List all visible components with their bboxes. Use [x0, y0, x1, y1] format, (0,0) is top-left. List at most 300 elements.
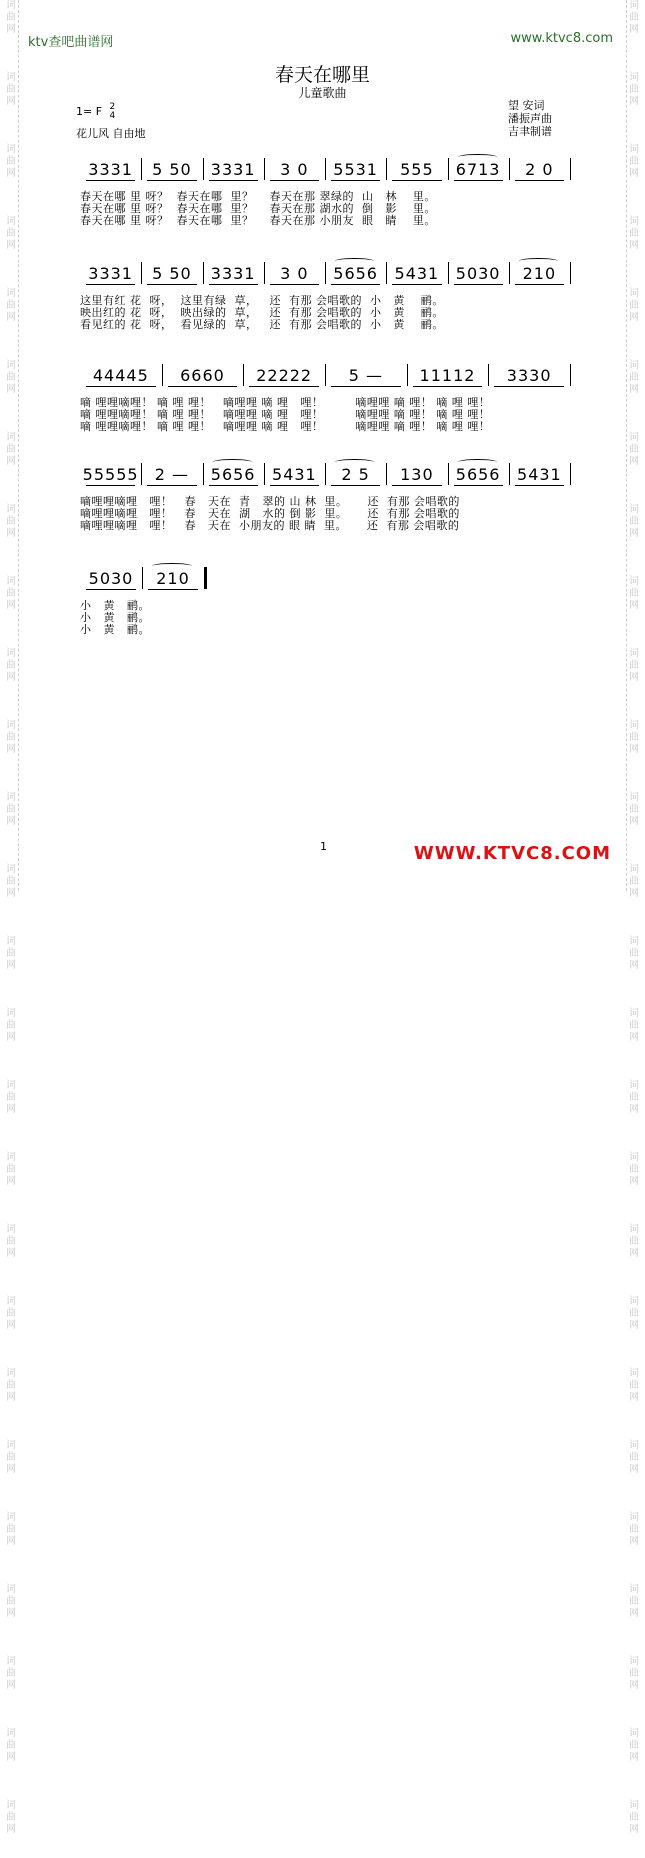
barline — [570, 262, 571, 284]
barline — [141, 158, 142, 180]
barline — [570, 364, 571, 386]
lyric-line: 春天在哪 里 呀？ 春天在哪 里？ 春天在那 湖水的 倒 影 里。 — [80, 202, 436, 215]
side-glyph: 词 — [6, 1800, 16, 1811]
side-glyph: 曲 — [629, 372, 639, 383]
side-glyph: 曲 — [6, 588, 16, 599]
score-system — [80, 463, 570, 532]
side-glyph: 曲 — [6, 1236, 16, 1247]
beam-underline — [515, 284, 564, 285]
side-glyph: 网 — [629, 1392, 639, 1403]
beam-underline — [86, 180, 135, 181]
side-glyph: 曲 — [6, 1092, 16, 1103]
side-glyph: 词 — [6, 936, 16, 947]
measure: 3 0 — [280, 159, 309, 179]
side-glyph: 网 — [629, 1752, 639, 1763]
time-signature — [110, 103, 116, 121]
side-gap — [627, 828, 641, 850]
measure: 5 — — [348, 365, 383, 385]
tempo-mood: 花儿风 自由地 — [76, 127, 146, 140]
barline — [264, 463, 265, 485]
side-glyph: 网 — [6, 240, 16, 251]
measure: 5656 — [333, 263, 378, 283]
side-glyph: 网 — [6, 1680, 16, 1691]
measure: 22222 — [256, 365, 313, 385]
beam-underline — [331, 284, 380, 285]
slur-mark — [519, 258, 558, 264]
side-glyph: 网 — [6, 1392, 16, 1403]
side-glyph: 词 — [629, 360, 639, 371]
beam-underline — [392, 180, 441, 181]
side-gap — [627, 468, 641, 490]
side-glyph: 曲 — [629, 1092, 639, 1103]
side-glyph: 词 — [6, 1296, 16, 1307]
beam-underline — [270, 180, 319, 181]
beam-underline — [86, 589, 136, 590]
side-glyph: 词 — [629, 864, 639, 875]
side-glyph: 网 — [629, 528, 639, 539]
side-gap — [4, 1620, 18, 1642]
lyric-line: 小 黄 鹂。 — [80, 599, 150, 612]
side-gap — [627, 180, 641, 202]
side-glyph: 词 — [629, 1584, 639, 1595]
side-glyph: 网 — [629, 24, 639, 35]
measure: 6713 — [455, 159, 501, 179]
slur-mark — [213, 459, 252, 465]
side-glyph: 曲 — [629, 12, 639, 23]
side-gap — [4, 1188, 18, 1210]
side-glyph: 词 — [629, 0, 639, 11]
song-subtitle: 儿童歌曲 — [298, 86, 347, 100]
side-glyph: 词 — [6, 1152, 16, 1163]
beam-underline — [249, 386, 319, 387]
side-glyph: 词 — [6, 1512, 16, 1523]
side-glyph: 词 — [6, 432, 16, 443]
measure: 11112 — [419, 365, 476, 385]
side-gap — [627, 252, 641, 274]
side-glyph: 网 — [6, 1104, 16, 1115]
side-glyph: 曲 — [629, 156, 639, 167]
side-glyph: 词 — [629, 576, 639, 587]
beam-underline — [515, 180, 564, 181]
side-gap — [627, 1044, 641, 1066]
side-glyph: 词 — [6, 576, 16, 587]
side-gap — [4, 1764, 18, 1786]
measure: 130 — [400, 464, 434, 484]
side-glyph: 曲 — [6, 372, 16, 383]
side-glyph: 词 — [629, 936, 639, 947]
measure: 210 — [156, 568, 190, 588]
side-glyph: 词 — [629, 1728, 639, 1739]
left-margin-strip — [4, 0, 19, 1835]
side-glyph: 网 — [6, 672, 16, 683]
side-gap — [4, 684, 18, 706]
side-glyph: 词 — [6, 1728, 16, 1739]
side-glyph: 曲 — [629, 516, 639, 527]
side-glyph: 网 — [6, 24, 16, 35]
side-gap — [4, 1476, 18, 1498]
side-gap — [627, 684, 641, 706]
side-gap — [4, 468, 18, 490]
barline — [325, 262, 326, 284]
key-signature — [76, 103, 115, 121]
side-glyph: 词 — [6, 216, 16, 227]
side-glyph: 网 — [629, 456, 639, 467]
side-glyph: 网 — [6, 960, 16, 971]
site-name-left[interactable]: ktv查吧曲谱网 — [28, 35, 114, 50]
barline — [448, 158, 449, 180]
beam-underline — [147, 485, 196, 486]
side-glyph: 曲 — [6, 660, 16, 671]
side-glyph: 网 — [629, 240, 639, 251]
song-title: 春天在哪里 — [274, 64, 370, 86]
measure: 2 0 — [525, 159, 554, 179]
side-glyph: 网 — [629, 96, 639, 107]
beam-underline — [413, 386, 483, 387]
side-glyph: 曲 — [6, 1308, 16, 1319]
beam-underline — [331, 180, 380, 181]
lyric-line: 映出红的 花 呀， 映出绿的 草， 还 有那 会唱歌的 小 黄 鹂。 — [80, 306, 444, 319]
side-glyph: 词 — [629, 1656, 639, 1667]
side-glyph: 词 — [6, 720, 16, 731]
barline — [141, 262, 142, 284]
side-gap — [4, 1116, 18, 1138]
credits — [508, 99, 552, 138]
beam-underline — [270, 485, 319, 486]
side-gap — [4, 828, 18, 850]
beam-underline — [454, 284, 503, 285]
beam-underline — [454, 485, 503, 486]
beam-underline — [270, 284, 319, 285]
side-glyph: 词 — [6, 288, 16, 299]
side-gap — [4, 900, 18, 922]
side-glyph: 曲 — [6, 804, 16, 815]
barline — [203, 158, 204, 180]
beam-underline — [209, 284, 258, 285]
side-gap — [627, 1188, 641, 1210]
measure: 5531 — [333, 159, 378, 179]
beam-underline — [331, 485, 380, 486]
side-glyph: 曲 — [629, 1812, 639, 1823]
barline — [243, 364, 244, 386]
side-glyph: 曲 — [629, 1524, 639, 1535]
side-gap — [627, 36, 641, 58]
measure: 3331 — [210, 159, 256, 179]
side-glyph: 曲 — [629, 1236, 639, 1247]
time-top: 2 — [109, 102, 116, 112]
barline — [386, 262, 387, 284]
side-glyph: 曲 — [6, 1380, 16, 1391]
side-glyph: 曲 — [6, 516, 16, 527]
side-glyph: 词 — [629, 648, 639, 659]
side-glyph: 网 — [629, 168, 639, 179]
slur-mark — [335, 459, 374, 465]
slur-mark — [335, 258, 374, 264]
side-glyph: 网 — [6, 312, 16, 323]
side-glyph: 曲 — [629, 444, 639, 455]
side-glyph: 曲 — [6, 1668, 16, 1679]
lyrics-block — [80, 600, 210, 636]
side-gap — [4, 324, 18, 346]
side-glyph: 词 — [629, 1440, 639, 1451]
side-glyph: 词 — [6, 864, 16, 875]
side-glyph: 曲 — [629, 1020, 639, 1031]
side-glyph: 曲 — [6, 1812, 16, 1823]
right-margin-strip — [626, 0, 641, 1835]
beam-underline — [515, 485, 564, 486]
side-glyph: 词 — [629, 1296, 639, 1307]
side-glyph: 曲 — [6, 1524, 16, 1535]
measure: 3330 — [506, 365, 552, 385]
measure: 5 50 — [152, 263, 192, 283]
measure: 3 0 — [280, 263, 309, 283]
side-gap — [627, 756, 641, 778]
notation-line — [80, 364, 570, 388]
barline — [448, 463, 449, 485]
side-glyph: 网 — [6, 1248, 16, 1259]
side-gap — [627, 1404, 641, 1426]
side-glyph: 曲 — [629, 1452, 639, 1463]
side-gap — [627, 1836, 641, 1858]
final-barline — [204, 567, 207, 589]
side-glyph: 曲 — [629, 660, 639, 671]
barline — [141, 463, 142, 485]
measure: 555 — [400, 159, 434, 179]
side-glyph: 词 — [6, 648, 16, 659]
side-gap — [4, 756, 18, 778]
measure: 3331 — [210, 263, 256, 283]
lyric-line: 这里有红 花 呀， 这里有绿 草， 还 有那 会唱歌的 小 黄 鹂。 — [80, 294, 444, 307]
notation-line — [80, 567, 210, 591]
barline — [325, 463, 326, 485]
side-glyph: 词 — [629, 1800, 639, 1811]
side-glyph: 曲 — [629, 588, 639, 599]
side-glyph: 网 — [6, 1536, 16, 1547]
side-glyph: 网 — [6, 1464, 16, 1475]
side-glyph: 词 — [629, 1008, 639, 1019]
beam-underline — [86, 485, 135, 486]
measure: 5656 — [210, 464, 256, 484]
side-glyph: 词 — [629, 144, 639, 155]
side-gap — [4, 1548, 18, 1570]
key-label: 1= F — [76, 105, 103, 118]
side-glyph: 词 — [6, 0, 16, 11]
lyric-line: 嘀哩哩嘀哩 哩！ 春 天在 小朋友的 眼 睛 里。 还 有那 会唱歌的 — [80, 519, 460, 532]
side-glyph: 网 — [629, 1104, 639, 1115]
measure: 6660 — [180, 365, 225, 385]
side-glyph: 曲 — [6, 1020, 16, 1031]
measure: 55555 — [82, 464, 139, 484]
barline — [386, 463, 387, 485]
side-glyph: 网 — [629, 1176, 639, 1187]
side-glyph: 词 — [629, 432, 639, 443]
barline — [264, 262, 265, 284]
side-glyph: 词 — [629, 1224, 639, 1235]
beam-underline — [392, 485, 441, 486]
side-glyph: 网 — [6, 384, 16, 395]
score-system — [80, 262, 570, 331]
side-glyph: 曲 — [6, 1740, 16, 1751]
side-glyph: 曲 — [6, 1164, 16, 1175]
beam-underline — [86, 386, 156, 387]
side-glyph: 曲 — [629, 1380, 639, 1391]
barline — [488, 364, 489, 386]
side-glyph: 曲 — [6, 948, 16, 959]
beam-underline — [148, 589, 198, 590]
lyric-line: 嘀哩哩嘀哩 哩！ 春 天在 青 翠的 山 林 里。 还 有那 会唱歌的 — [80, 495, 460, 508]
side-glyph: 网 — [629, 312, 639, 323]
side-gap — [627, 900, 641, 922]
side-glyph: 网 — [6, 1752, 16, 1763]
side-glyph: 网 — [6, 456, 16, 467]
barline — [448, 262, 449, 284]
side-glyph: 曲 — [629, 876, 639, 887]
slur-mark — [458, 459, 497, 465]
side-glyph: 词 — [629, 72, 639, 83]
measure: 5431 — [517, 464, 562, 484]
barline — [264, 158, 265, 180]
side-glyph: 网 — [629, 1824, 639, 1835]
lyric-line: 看见红的 花 呀， 看见绿的 草， 还 有那 会唱歌的 小 黄 鹂。 — [80, 318, 444, 331]
composer-credit: 潘振声曲 — [508, 112, 552, 125]
lyric-line: 嘀 哩哩嘀哩！ 嘀 哩 哩！ 嘀哩哩 嘀 哩 哩！ 嘀哩哩 嘀 哩！ 嘀 哩 哩！ — [80, 396, 491, 409]
side-glyph: 曲 — [6, 156, 16, 167]
measure: 210 — [522, 263, 557, 283]
slur-mark — [152, 563, 192, 569]
score-system — [80, 158, 570, 227]
side-glyph: 词 — [6, 1080, 16, 1091]
side-glyph: 词 — [6, 792, 16, 803]
side-gap — [627, 1764, 641, 1786]
side-glyph: 网 — [6, 96, 16, 107]
side-glyph: 词 — [629, 1152, 639, 1163]
side-glyph: 曲 — [629, 804, 639, 815]
side-glyph: 曲 — [629, 1668, 639, 1679]
side-glyph: 网 — [629, 384, 639, 395]
measure: 5030 — [455, 263, 501, 283]
side-gap — [4, 36, 18, 58]
side-glyph: 网 — [629, 1320, 639, 1331]
lyric-line: 嘀 哩哩嘀哩！ 嘀 哩 哩！ 嘀哩哩 嘀 哩 哩！ 嘀哩哩 嘀 哩！ 嘀 哩 哩！ — [80, 420, 491, 433]
side-glyph: 网 — [6, 1824, 16, 1835]
side-glyph: 网 — [6, 1176, 16, 1187]
notation-line — [80, 463, 570, 487]
side-glyph: 曲 — [629, 1596, 639, 1607]
side-glyph: 网 — [629, 672, 639, 683]
lyricist-credit: 望 安词 — [508, 99, 545, 112]
side-glyph: 曲 — [6, 1452, 16, 1463]
side-gap — [627, 1548, 641, 1570]
side-glyph: 曲 — [6, 1596, 16, 1607]
side-glyph: 词 — [629, 216, 639, 227]
notation-line — [80, 158, 570, 182]
barline — [325, 158, 326, 180]
side-glyph: 网 — [6, 1032, 16, 1043]
side-glyph: 词 — [629, 792, 639, 803]
measure: 2 5 — [341, 464, 370, 484]
side-glyph: 词 — [629, 720, 639, 731]
side-gap — [627, 1332, 641, 1354]
side-glyph: 曲 — [6, 300, 16, 311]
side-glyph: 曲 — [629, 1164, 639, 1175]
side-gap — [4, 180, 18, 202]
side-glyph: 曲 — [6, 444, 16, 455]
measure: 5431 — [394, 263, 440, 283]
side-gap — [627, 1116, 641, 1138]
side-gap — [627, 1476, 641, 1498]
side-gap — [627, 612, 641, 634]
side-glyph: 词 — [6, 1368, 16, 1379]
side-gap — [4, 1404, 18, 1426]
lyric-line: 小 黄 鹂。 — [80, 623, 150, 636]
side-gap — [627, 972, 641, 994]
side-glyph: 网 — [6, 816, 16, 827]
lyrics-block — [80, 496, 570, 532]
side-gap — [627, 1692, 641, 1714]
side-glyph: 词 — [6, 1656, 16, 1667]
lyrics-block — [80, 397, 570, 433]
side-gap — [627, 324, 641, 346]
measure: 3331 — [88, 263, 133, 283]
beam-underline — [331, 386, 401, 387]
barline — [509, 262, 510, 284]
side-gap — [627, 396, 641, 418]
measure: 2 — — [154, 464, 189, 484]
side-glyph: 曲 — [6, 84, 16, 95]
side-glyph: 网 — [6, 1320, 16, 1331]
arranger-credit: 吉聿制谱 — [508, 125, 552, 138]
side-glyph: 网 — [629, 1680, 639, 1691]
site-url-right[interactable]: www.ktvc8.com — [510, 31, 613, 46]
side-glyph: 网 — [629, 744, 639, 755]
lyric-line: 嘀哩哩嘀哩 哩！ 春 天在 湖 水的 倒 影 里。 还 有那 会唱歌的 — [80, 507, 460, 520]
side-gap — [4, 540, 18, 562]
lyric-line: 小 黄 鹂。 — [80, 611, 150, 624]
side-glyph: 曲 — [629, 1308, 639, 1319]
side-glyph: 词 — [629, 504, 639, 515]
slur-mark — [458, 154, 497, 160]
barline — [509, 463, 510, 485]
side-glyph: 词 — [629, 288, 639, 299]
measure: 5030 — [88, 568, 134, 588]
side-glyph: 曲 — [6, 12, 16, 23]
measure: 44445 — [92, 365, 149, 385]
barline — [570, 158, 571, 180]
side-gap — [627, 108, 641, 130]
side-gap — [4, 972, 18, 994]
side-gap — [4, 252, 18, 274]
side-gap — [4, 396, 18, 418]
beam-underline — [209, 180, 258, 181]
side-gap — [4, 1692, 18, 1714]
side-glyph: 网 — [6, 168, 16, 179]
side-glyph: 网 — [6, 888, 16, 899]
side-glyph: 词 — [6, 72, 16, 83]
side-glyph: 词 — [629, 1512, 639, 1523]
side-glyph: 词 — [629, 1080, 639, 1091]
measure: 5431 — [272, 464, 317, 484]
barline — [162, 364, 163, 386]
side-glyph: 曲 — [629, 732, 639, 743]
side-glyph: 词 — [6, 144, 16, 155]
side-glyph: 网 — [6, 528, 16, 539]
barline — [509, 158, 510, 180]
side-gap — [4, 1044, 18, 1066]
beam-underline — [454, 180, 503, 181]
side-gap — [4, 1260, 18, 1282]
score-system — [80, 364, 570, 433]
side-glyph: 网 — [629, 1536, 639, 1547]
side-glyph: 曲 — [6, 732, 16, 743]
